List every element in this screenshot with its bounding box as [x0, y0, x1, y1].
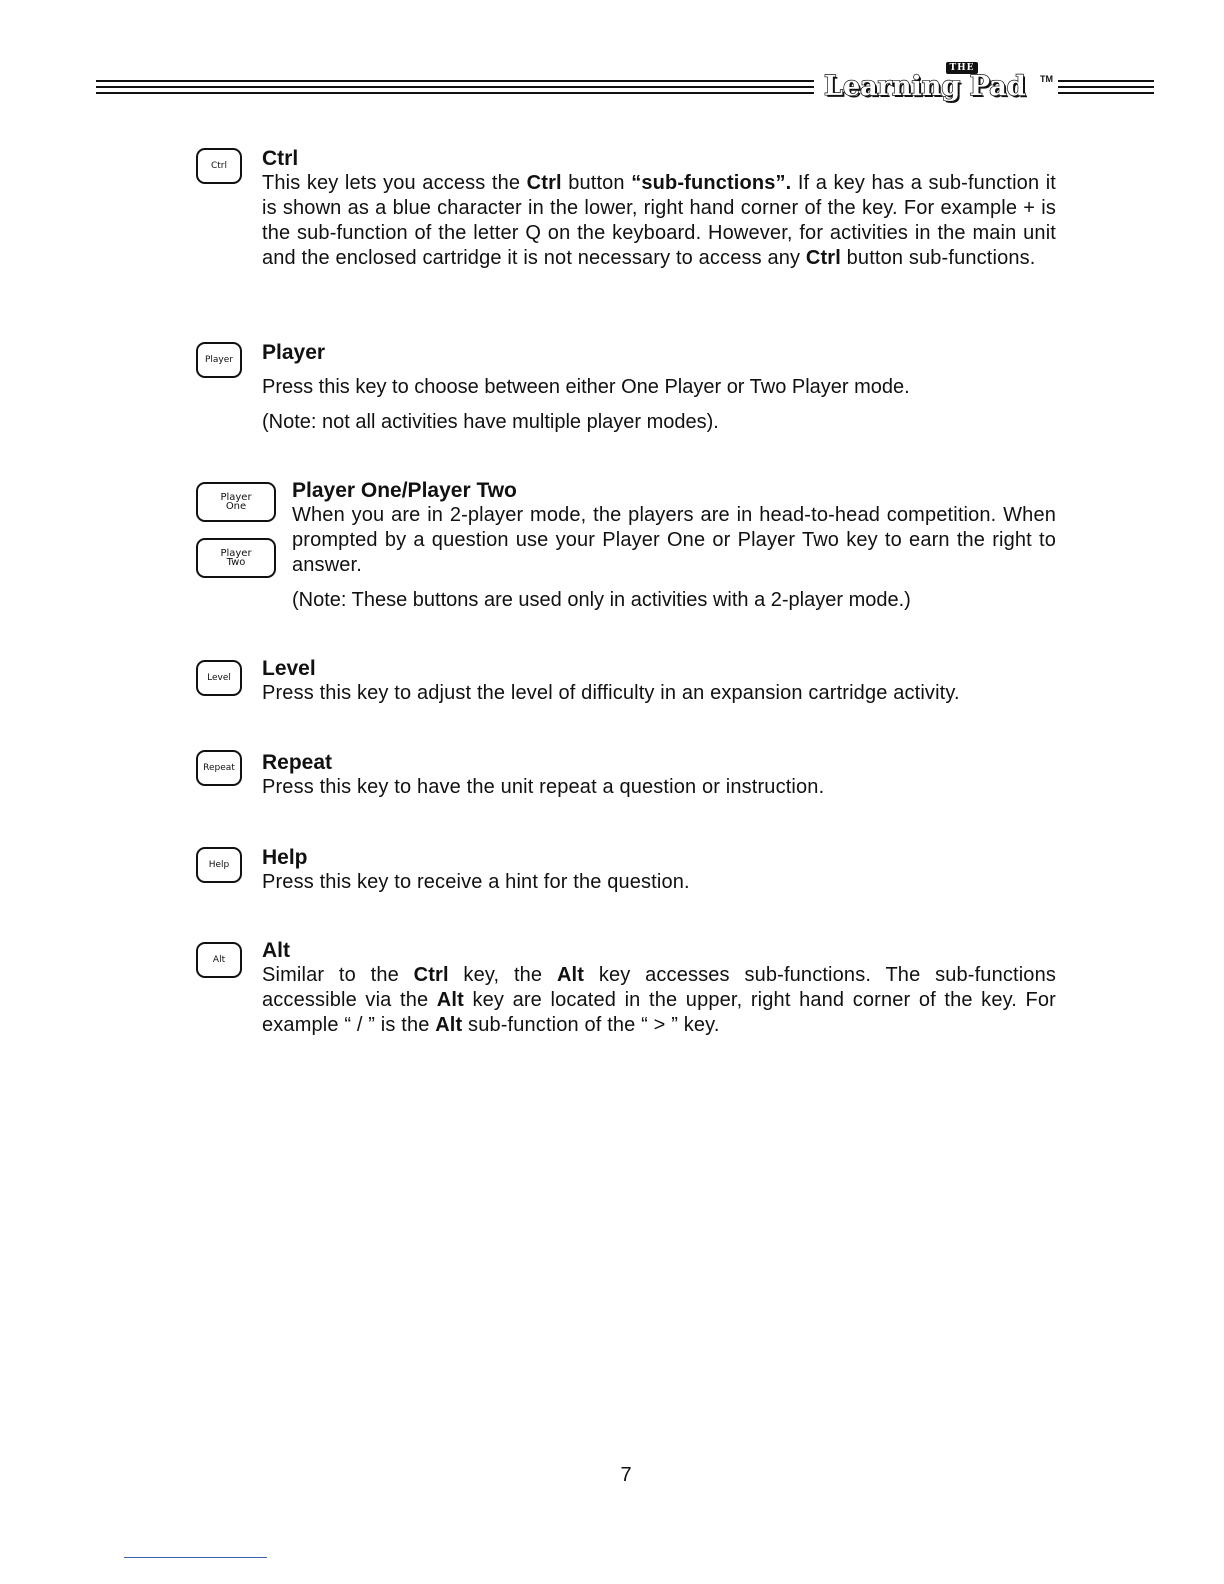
entry-alt [196, 938, 1056, 1048]
footer-divider [124, 1557, 267, 1558]
entry-title: Alt [262, 939, 290, 962]
header-rule-right [1058, 80, 1154, 94]
logo-trademark: TM [1040, 74, 1053, 84]
header-rule-left [96, 80, 814, 94]
entry-description: Press this key to choose between either One Player or Two Player mode. [262, 376, 910, 398]
help-key-icon: Help [196, 847, 242, 883]
page-header [96, 62, 1154, 106]
ctrl-key-icon: Ctrl [196, 148, 242, 184]
entry-player [196, 340, 1056, 440]
entry-title: Player One/Player Two [292, 479, 517, 502]
entry-player-one-two [196, 478, 1056, 618]
entry-title: Repeat [262, 751, 333, 774]
page-number: 7 [620, 1464, 632, 1486]
player-two-key-icon: Player Two [196, 538, 276, 578]
entry-description: This key lets you access the Ctrl button “sub-functions”. If a key has a sub-function it is shown as a blue character in the lower, right hand corner of the key. For example + is the sub-function of the letter Q on the keyboard. However, for activities in the main unit and the enclosed cartridge it is not necessary to access any Ctrl button sub-functions. [262, 172, 1057, 269]
entry-help [196, 845, 1056, 905]
entry-description: Press this key to have the unit repeat a question or instruction. [262, 776, 825, 798]
entry-ctrl [196, 146, 1056, 306]
logo-text: Learning Pad [824, 71, 1026, 102]
entry-level [196, 656, 1056, 716]
entry-note: (Note: These buttons are used only in activities with a 2-player mode.) [292, 589, 911, 611]
repeat-key-icon: Repeat [196, 750, 242, 786]
entry-title: Help [262, 846, 308, 869]
entry-description: Press this key to receive a hint for the question. [262, 871, 690, 893]
entry-description: When you are in 2-player mode, the players are in head-to-head competition. When prompted by a question use your Player One or Player Two key to earn the right to answer. [292, 504, 1056, 576]
logo-the: THE [946, 62, 978, 74]
level-key-icon: Level [196, 660, 242, 696]
learning-pad-logo [824, 62, 1056, 106]
entry-description: Similar to the Ctrl key, the Alt key accesses sub-functions. The sub-functions accessible via the Alt key are located in the upper, right hand corner of the key. For example “ / ” is the Alt sub-function of the “ > ” key. [262, 964, 1056, 1036]
entry-title: Level [262, 657, 316, 680]
alt-key-icon: Alt [196, 942, 242, 978]
entry-repeat [196, 750, 1056, 810]
entry-title: Ctrl [262, 147, 299, 170]
entry-title: Player [262, 341, 326, 364]
entry-description: Press this key to adjust the level of difficulty in an expansion cartridge activity. [262, 682, 960, 704]
player-key-icon: Player [196, 342, 242, 378]
entry-note: (Note: not all activities have multiple player modes). [262, 411, 719, 433]
player-one-key-icon: Player One [196, 482, 276, 522]
